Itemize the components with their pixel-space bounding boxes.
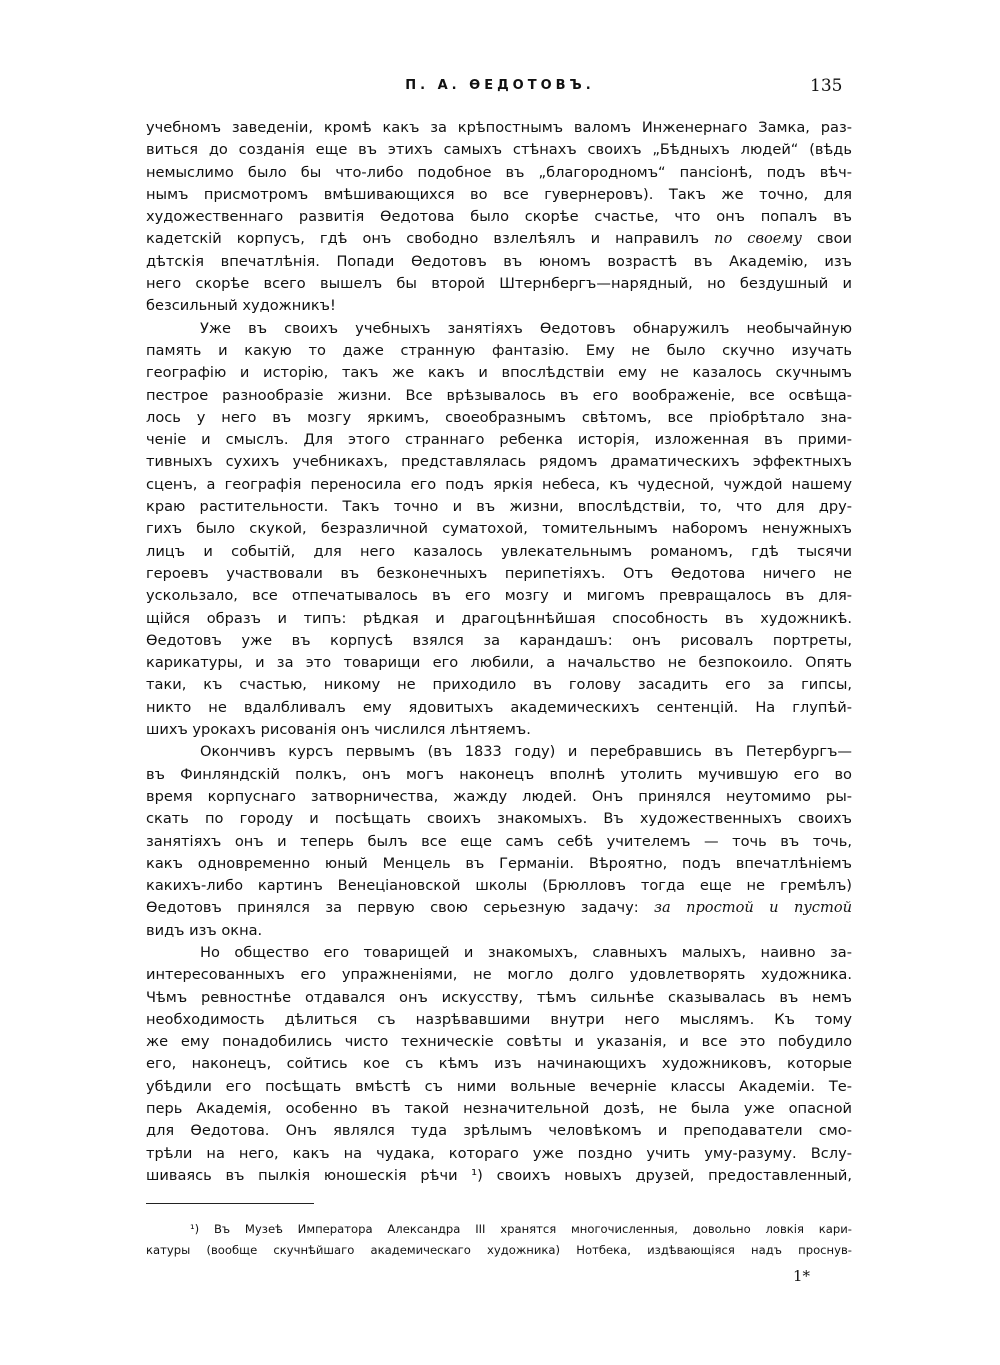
italic-phrase: по своему [714, 230, 802, 248]
text-segment: свои [816, 230, 852, 248]
text-line: для Ѳедотова. Онъ являлся туда зрѣлымъ человѣкомъ и преподаватели смо- [146, 1122, 852, 1140]
footnote-line: катуры (вообще скучнѣйшаго академическаго художника) Нотбека, издѣвающiяся надъ проснув- [146, 1243, 852, 1257]
text-line: какъ одновременно юный Менцель въ Германiи. Вѣроятно, подъ впечатлѣнiемъ [146, 854, 852, 872]
text-segment: шиваясь въ пылкiя юношескiя рѣчи [146, 1166, 458, 1184]
text-line: Ѳедотовъ уже въ корпусѣ взялся за карандашъ: онъ рисовалъ портреты, [146, 631, 852, 649]
text-line [146, 897, 852, 919]
text-line: время корпуснаго затворничества, жажду людей. Онъ принялся неутомимо ры- [146, 787, 852, 805]
footnote [146, 1219, 852, 1261]
text-line: лось у него въ мозгу яркимъ, своеобразнымъ свѣтомъ, все прiобрѣтало зна- [146, 408, 852, 426]
text-line: лицъ и событiй, для него казалось увлекательнымъ романомъ, гдѣ тысячи [146, 542, 852, 560]
text-line: Но общество его товарищей и знакомыхъ, славныхъ малыхъ, наивно за- [200, 943, 852, 961]
text-line: географiю и исторiю, такъ же какъ и впослѣдствiи ему не казалось скучнымъ [146, 364, 852, 382]
text-line: его, наконецъ, сойтись кое съ кѣмъ изъ начинающихъ художниковъ, которые [146, 1055, 852, 1073]
text-line: видъ изъ окна. [146, 921, 263, 939]
page-number: 135 [810, 76, 843, 96]
text-line: пестрое разнообразiе жизни. Все врѣзывалось въ его воображенiе, все освѣща- [146, 386, 852, 404]
text-line: безсильный художникъ! [146, 297, 336, 315]
text-line: него скорѣе всего вышелъ бы второй Штернбергъ—нарядный, но бездушный и [146, 275, 852, 293]
text-line: трѣли на него, какъ на чудака, котораго уже поздно учить уму-разуму. Вслу- [146, 1144, 852, 1162]
text-line: убѣдили его посѣщать вмѣстѣ съ ними вольные вечернiе классы Академiи. Те- [146, 1077, 852, 1095]
text-line: Уже въ своихъ учебныхъ занятiяхъ Ѳедотовъ обнаружилъ необычайную [200, 319, 852, 337]
text-line: въ Финляндскiй полкъ, онъ могъ наконецъ вполнѣ утолить мучившую его во [146, 765, 852, 783]
footnote-divider [146, 1203, 314, 1204]
text-line: Чѣмъ ревностнѣе отдавался онъ искусству, тѣмъ сильнѣе сказывалась въ немъ [146, 988, 852, 1006]
text-line: ускользало, все отпечатывалось въ его мозгу и мигомъ превращалось въ для- [146, 587, 852, 605]
body-text [146, 117, 852, 1187]
footnote-line: ¹) Въ Музеѣ Императора Александра III хранятся многочисленныя, довольно ловкiя кари- [190, 1222, 852, 1236]
text-line: необходимость дѣлиться съ назрѣвавшими внутри него мыслямъ. Къ тому [146, 1010, 852, 1028]
text-line: никто не вдалбливалъ ему ядовитыхъ академическихъ сентенцiй. На глупѣй- [146, 698, 852, 716]
text-line: тивныхъ сухихъ учебникахъ, представлялась рядомъ драматическихъ эффектныхъ [146, 453, 852, 471]
text-line: таки, къ счастью, никому не приходило въ голову засадить его за гипсы, [146, 676, 852, 694]
text-line: занятiяхъ онъ и теперь былъ все еще самъ себѣ учителемъ — точь въ точь, [146, 832, 852, 850]
text-line: перь Академiя, особенно въ такой незначительной дозѣ, не была уже опасной [146, 1100, 852, 1118]
signature-mark: 1* [793, 1267, 811, 1285]
text-line: ченiе и смыслъ. Для этого страннаго ребенка исторiя, изложенная въ прими- [146, 431, 852, 449]
text-line: какихъ-либо картинъ Венецiановской школы (Брюлловъ тогда еще не гремѣлъ) [146, 877, 852, 895]
text-line: нымъ присмотромъ вмѣшивающихся во все гувернеровъ). Такъ же точно, для [146, 185, 852, 203]
footnote-reference: ¹) [471, 1166, 483, 1184]
text-line: скать по городу и посѣщать своихъ знакомыхъ. Въ художественныхъ своихъ [146, 810, 852, 828]
text-line [146, 1165, 852, 1187]
text-line: немыслимо было бы что-либо подобное въ „благородномъ“ пансiонѣ, подъ вѣч- [146, 163, 852, 181]
text-line: щiйся образъ и типъ: рѣдкая и драгоцѣннѣйшая способность въ художникѣ. [146, 609, 852, 627]
text-segment: кадетскiй корпусъ, гдѣ онъ свободно взлелѣялъ и направилъ [146, 230, 700, 248]
text-line: шихъ урокахъ рисованiя онъ числился лѣнтяемъ. [146, 721, 531, 739]
text-line: учебномъ заведенiи, кромѣ какъ за крѣпостнымъ валомъ Инженернаго Замка, раз- [146, 119, 852, 136]
text-line: Окончивъ курсъ первымъ (въ 1833 году) и перебравшись въ Петербургъ— [200, 743, 852, 761]
text-line: память и какую то даже странную фантазiю. Ему не было скучно изучать [146, 341, 852, 359]
text-segment: своихъ новыхъ друзей, предоставленный, [496, 1166, 852, 1184]
text-line: гихъ было скукой, безразличной суматохой, томительнымъ наборомъ ненужныхъ [146, 520, 852, 538]
text-line: краю растительности. Такъ точно и въ жизни, впослѣдствiи, то, что для дру- [146, 498, 852, 516]
text-line: дѣтскiя впечатлѣнiя. Попади Ѳедотовъ въ юномъ возрастѣ въ Академiю, изъ [146, 252, 852, 270]
running-header-title: П. А. ѲЕДОТОВЪ. [405, 78, 595, 93]
text-line: же ему понадобились чисто техническiе совѣты и указанiя, и все это побудило [146, 1033, 852, 1051]
italic-phrase: за простой и пустой [654, 899, 852, 917]
text-line: сценъ, а географiя переносила его подъ яркiя небеса, къ чудесной, чуждой нашему [146, 475, 852, 493]
text-line: виться до созданiя еще въ этихъ самыхъ стѣнахъ своихъ „Бѣдныхъ людей“ (вѣдь [146, 141, 852, 159]
text-segment: Ѳедотовъ принялся за первую свою серьезную задачу: [146, 899, 639, 917]
text-line: художественнаго развитiя Ѳедотова было скорѣе счастье, что онъ попалъ въ [146, 208, 852, 226]
text-line [146, 228, 852, 250]
text-line: карикатуры, и за это товарищи его любили, а начальство не безпокоило. Опять [146, 654, 852, 672]
text-line: героевъ участвовали въ безконечныхъ перипетiяхъ. Отъ Ѳедотова ничего не [146, 564, 852, 582]
text-line: интересованныхъ его упражненiями, не могло долго удовлетворять художника. [146, 966, 852, 984]
